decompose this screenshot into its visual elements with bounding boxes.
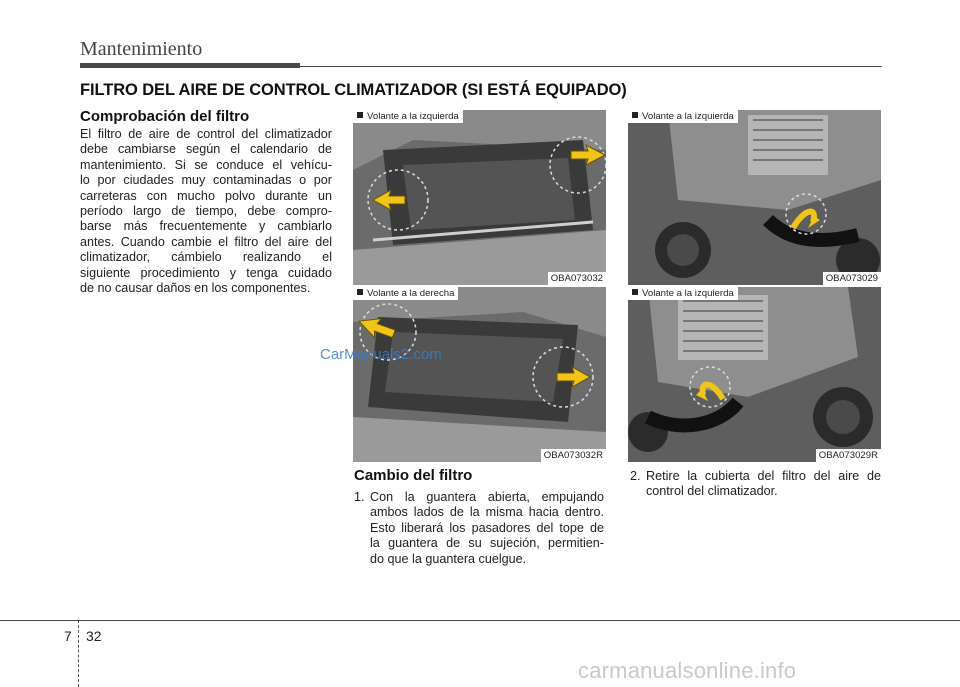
text-line: antes. Cuando cambie el filtro del aire del — [80, 234, 332, 249]
figure-glovebox-lhd — [353, 110, 606, 285]
filter-housing-photo — [628, 287, 881, 462]
watermark-text: CarManuals2.com — [320, 346, 442, 363]
replace-heading: Cambio del filtro — [354, 467, 473, 484]
text-line: ambos lados de la misma hacia dentro. — [370, 505, 604, 520]
text-line: Esto liberará los pasadores del tope de — [370, 520, 604, 535]
footer-rule — [0, 620, 960, 621]
text-line: control del climatizador. — [646, 484, 778, 499]
text-line: barse más frecuentemente y cambiarlo — [80, 219, 332, 234]
text-line: de no causar daños en los componentes. — [80, 281, 311, 296]
glovebox-photo — [353, 110, 606, 285]
site-watermark: carmanualsonline.info — [578, 658, 797, 683]
text-line: período largo de tiempo, debe compro- — [80, 204, 332, 219]
text-line: climatizador, cámbielo realizando el — [80, 250, 332, 265]
figure-tag: Volante a la izquierda — [628, 287, 738, 300]
chapter-number: 7 — [64, 628, 72, 644]
step-1 — [354, 490, 604, 567]
text-line: Retire la cubierta del filtro del aire de — [646, 469, 881, 483]
text-line: mantenimiento. Si se conduce el vehícu- — [80, 157, 332, 172]
filter-housing-photo — [628, 110, 881, 285]
header-rule — [300, 66, 882, 67]
check-paragraph — [80, 127, 332, 296]
figure-code: OBA073032R — [541, 449, 606, 462]
section-header: Mantenimiento — [80, 38, 203, 60]
step-number: 1. — [354, 490, 365, 504]
page-number: 32 — [86, 628, 102, 644]
figure-filter-housing-alt — [628, 287, 881, 462]
text-line: Con la guantera abierta, empujando — [370, 490, 604, 504]
footer-divider — [78, 620, 80, 687]
text-line: carreteras con mucho polvo durante un — [80, 188, 332, 203]
text-line: siguiente procedimiento y tenga cuidado — [80, 265, 332, 280]
text-line: do que la guantera cuelgue. — [370, 551, 527, 566]
page-title: FILTRO DEL AIRE DE CONTROL CLIMATIZADOR (SI ESTÁ EQUIPADO) — [80, 81, 627, 99]
figure-filter-housing — [628, 110, 881, 285]
text-line: debe cambiarse según el calendario de — [80, 142, 332, 157]
text-line: la guantera de su sujeción, permitien- — [370, 536, 604, 551]
glovebox-photo — [353, 287, 606, 462]
check-heading: Comprobación del filtro — [80, 108, 250, 125]
figure-code: OBA073029R — [816, 449, 881, 462]
step-number: 2. — [630, 469, 641, 483]
figure-tag: Volante a la derecha — [353, 287, 458, 300]
figure-code: OBA073032 — [548, 272, 606, 285]
step-2 — [630, 469, 881, 500]
figure-tag: Volante a la izquierda — [628, 110, 738, 123]
figure-tag: Volante a la izquierda — [353, 110, 463, 123]
text-line: El filtro de aire de control del climatizador — [80, 127, 332, 141]
figure-code: OBA073029 — [823, 272, 881, 285]
text-line: lo por ciudades muy contaminadas o por — [80, 173, 332, 188]
figure-glovebox-rhd — [353, 287, 606, 462]
header-bar — [80, 63, 300, 68]
